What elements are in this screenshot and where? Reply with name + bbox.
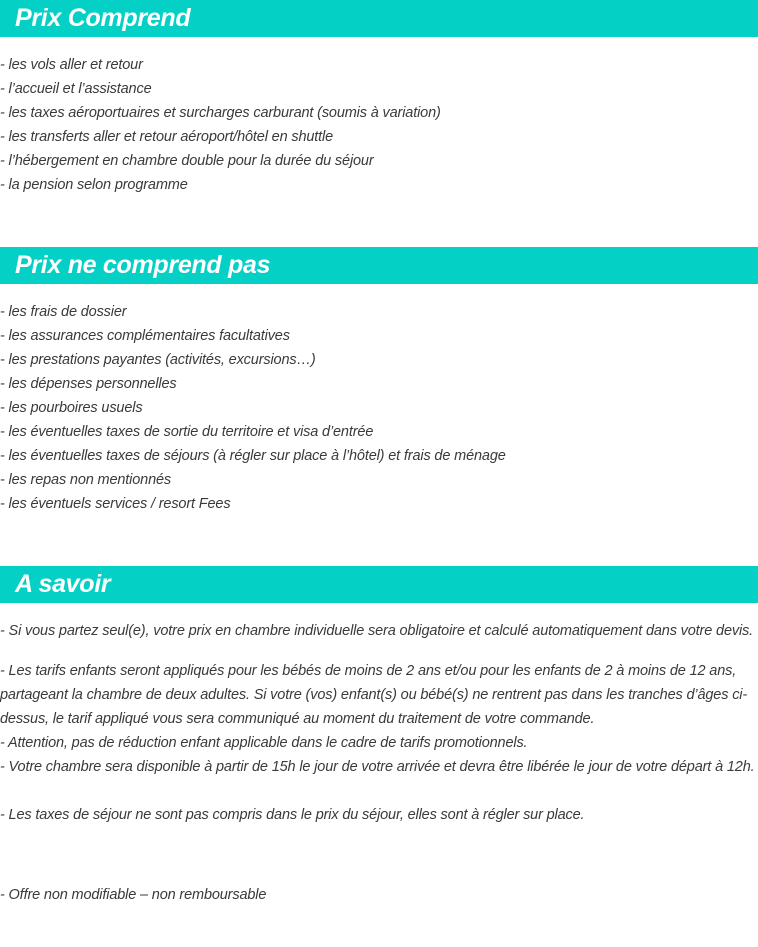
- section-title: Prix ne comprend pas: [15, 251, 271, 279]
- section-header-prix-ne-comprend-pas: [0, 247, 758, 284]
- list-item: - les prestations payantes (activités, excursions…): [0, 352, 316, 368]
- list-item: - les dépenses personnelles: [0, 376, 177, 392]
- list-item: - l’hébergement en chambre double pour la durée du séjour: [0, 153, 374, 169]
- info-paragraph: - Les tarifs enfants seront appliqués pour les bébés de moins de 2 ans et/ou pour les enfants de 2 à moins de 12 ans, partageant la chambre de deux adultes. Si votre (vos) enfant(s) ou bébé(s) ne rentrent pas dans les tranches d’âges ci-dessus, le tarif appliqué vous sera communiqué au moment du traitement de votre commande.: [0, 663, 748, 727]
- info-paragraph: - Les taxes de séjour ne sont pas compris dans le prix du séjour, elles sont à régler sur place.: [0, 807, 585, 823]
- excluded-list: [0, 300, 506, 516]
- list-item: - les pourboires usuels: [0, 400, 143, 416]
- offer-note: - Offre non modifiable – non remboursable: [0, 887, 267, 903]
- list-item: - les frais de dossier: [0, 304, 127, 320]
- info-paragraph: - Si vous partez seul(e), votre prix en chambre individuelle sera obligatoire et calculé automatiquement dans votre devis.: [0, 623, 754, 639]
- info-paragraph: - Attention, pas de réduction enfant applicable dans le cadre de tarifs promotionnels.: [0, 735, 528, 751]
- list-item: - les taxes aéroportuaires et surcharges carburant (soumis à variation): [0, 105, 441, 121]
- list-item: - la pension selon programme: [0, 177, 188, 193]
- list-item: - l’accueil et l’assistance: [0, 81, 152, 97]
- info-paragraph: - Votre chambre sera disponible à partir de 15h le jour de votre arrivée et devra être libérée le jour de votre départ à 12h.: [0, 759, 755, 775]
- section-title: A savoir: [15, 570, 111, 598]
- list-item: - les éventuelles taxes de séjours (à régler sur place à l’hôtel) et frais de ménage: [0, 448, 506, 464]
- section-header-a-savoir: [0, 566, 758, 603]
- list-item: - les assurances complémentaires facultatives: [0, 328, 290, 344]
- list-item: - les vols aller et retour: [0, 57, 143, 73]
- section-title: Prix Comprend: [15, 4, 191, 32]
- section-header-prix-comprend: [0, 0, 758, 37]
- list-item: - les repas non mentionnés: [0, 472, 172, 488]
- list-item: - les éventuels services / resort Fees: [0, 496, 231, 512]
- included-list: [0, 53, 441, 197]
- list-item: - les éventuelles taxes de sortie du territoire et visa d’entrée: [0, 424, 374, 440]
- list-item: - les transferts aller et retour aéroport/hôtel en shuttle: [0, 129, 334, 145]
